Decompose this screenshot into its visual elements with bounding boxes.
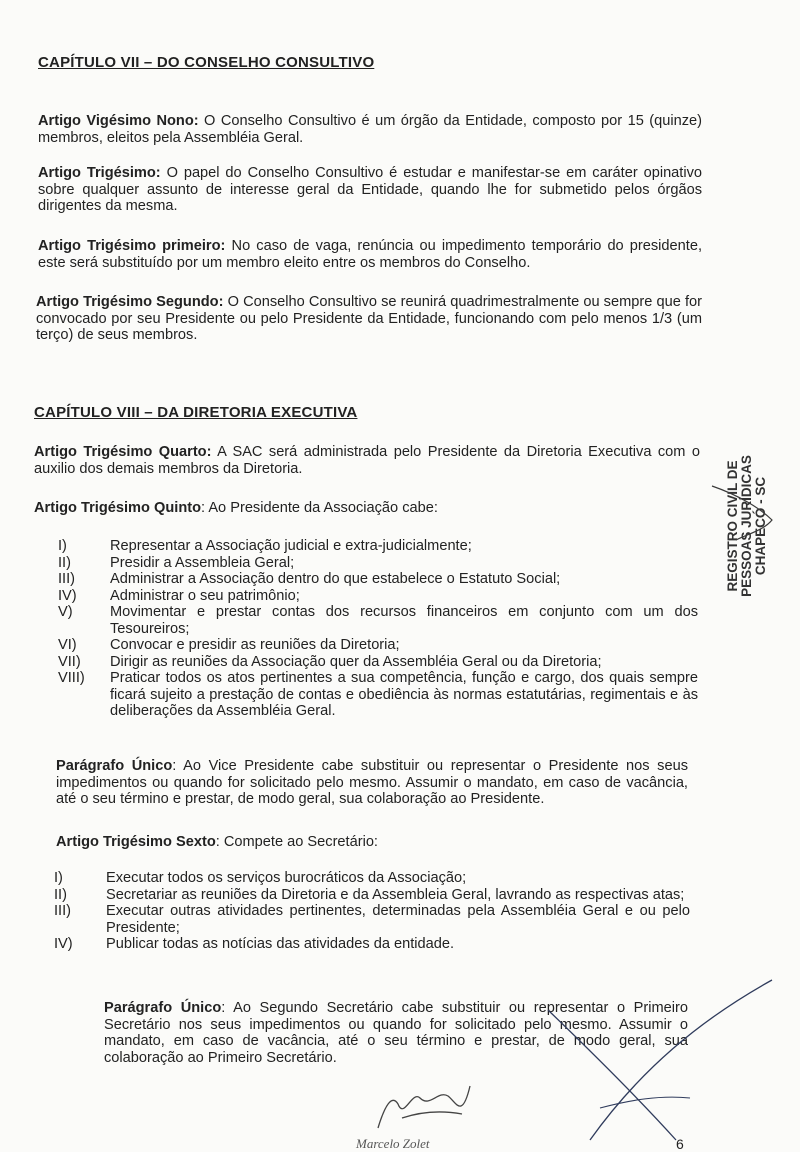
- list-item-text: Dirigir as reuniões da Associação quer da Assembléia Geral ou da Diretoria;: [110, 653, 602, 670]
- paragraph-label: Parágrafo Único: [56, 758, 173, 774]
- list-item-number: III): [54, 903, 72, 919]
- article-32-text: O Conselho Consultivo se reunirá quadrimestralmente ou sempre que for convocado por seu Presidente ou pelo Presidente da Entidade, funcionando com pelo menos 1/3 (um terço) de seus membros.: [36, 294, 702, 343]
- list-item-number: VIII): [58, 670, 85, 686]
- article-29-label: Artigo Vigésimo Nono:: [38, 113, 199, 129]
- list-item-text: Praticar todos os atos pertinentes a sua competência, função e cargo, dos quais sempre ficará sujeito a prestação de contas e obediência às normas estatutárias, regimentais e às deliberações da Assembléia Geral.: [110, 670, 698, 719]
- chapter-7-title: CAPÍTULO VII – DO CONSELHO CONSULTIVO: [38, 54, 375, 71]
- list-item-text: Presidir a Assembleia Geral;: [110, 554, 295, 571]
- stamp-scribble: [712, 486, 772, 540]
- chapter-8-title: CAPÍTULO VIII – DA DIRETORIA EXECUTIVA: [34, 404, 358, 421]
- article-34-label: Artigo Trigésimo Quarto:: [34, 444, 212, 460]
- list-item-number: VI): [58, 637, 77, 653]
- list-item-text: Secretariar as reuniões da Diretoria e da Assembleia Geral, lavrando as respectivas atas;: [106, 886, 685, 903]
- list-item-text: Publicar todas as notícias das atividades da entidade.: [106, 936, 455, 952]
- article-29-text: O Conselho Consultivo é um órgão da Entidade, composto por 15 (quinze) membros, eleitos pela Assembléia Geral.: [38, 113, 702, 146]
- article-34-text: A SAC será administrada pelo Presidente da Diretoria Executiva com o auxilio dos demais membros da Diretoria.: [34, 444, 701, 477]
- list-item-text: Executar todos os serviços burocráticos da Associação;: [106, 870, 467, 886]
- signature-cross-stroke-1: [548, 1010, 676, 1140]
- list-item-number: II): [58, 554, 71, 571]
- signature-cross-stroke-2: [590, 980, 772, 1140]
- list-item-text: Executar outras atividades pertinentes, determinadas pela Assembléia Geral e ou pelo Presidente;: [106, 903, 690, 936]
- article-30-label: Artigo Trigésimo:: [38, 165, 161, 181]
- list-item-number: IV): [58, 587, 77, 604]
- list-item-text: Administrar a Associação dentro do que estabelece o Estatuto Social;: [110, 571, 561, 587]
- list-item-number: V): [58, 604, 73, 620]
- list-item-text: Movimentar e prestar contas dos recursos financeiros em conjunto com um dos Tesoureiros;: [110, 604, 698, 637]
- article-32-label: Artigo Trigésimo Segundo:: [36, 294, 224, 310]
- paragraph-text: : Ao Segundo Secretário cabe substituir ou representar o Primeiro Secretário nos seus impedimentos ou quando for solicitado pelo mesmo. Assumir o mandato, em caso de vacância, até o seu término e prestar, de modo geral, sua colaboração ao Primeiro Secretário.: [104, 1000, 688, 1066]
- paragraph-text: : Ao Vice Presidente cabe substituir ou representar o Presidente nos seus impedimentos ou quando for solicitado pelo mesmo. Assumir o mandato, em caso de vacância, até o seu término e prestar, de modo geral, sua colaboração ao Presidente.: [56, 758, 688, 807]
- article-35-label: Artigo Trigésimo Quinto: [34, 500, 202, 516]
- list-item-number: VII): [58, 653, 81, 670]
- list-item-number: I): [54, 870, 63, 886]
- article-35-text: : Ao Presidente da Associação cabe:: [201, 500, 438, 516]
- stamp-line-1: REGISTRO CIVIL DE: [725, 460, 740, 592]
- list-item-text: Convocar e presidir as reuniões da Diretoria;: [110, 637, 400, 653]
- list-item-number: I): [58, 538, 67, 554]
- list-item-number: III): [58, 571, 76, 587]
- list-item-number: IV): [54, 936, 73, 952]
- stamp-line-2: PESSOAS JURÍDICAS: [739, 455, 754, 597]
- article-31-text: No caso de vaga, renúncia ou impedimento temporário do presidente, este será substituído por um membro eleito entre os membros do Conselho.: [38, 238, 703, 271]
- article-30-text: O papel do Conselho Consultivo é estudar e manifestar-se em caráter opinativo sobre qualquer assunto de interesse geral da Entidade, quando lhe for submetido pelos órgãos dirigentes da mesma.: [38, 165, 703, 214]
- list-item-text: Representar a Associação judicial e extra-judicialmente;: [110, 538, 472, 554]
- list-item-text: Administrar o seu patrimônio;: [110, 587, 300, 604]
- article-36-text: : Compete ao Secretário:: [215, 834, 378, 850]
- signature-name: Marcelo Zolet: [356, 1136, 430, 1151]
- article-31-label: Artigo Trigésimo primeiro:: [38, 238, 226, 254]
- signature-scribble: [378, 1086, 470, 1128]
- stamp-line-3: CHAPECÓ - SC: [753, 476, 768, 576]
- article-36-label: Artigo Trigésimo Sexto: [56, 834, 216, 850]
- paragraph-label: Parágrafo Único: [104, 1000, 222, 1016]
- list-item-number: II): [54, 886, 67, 903]
- page-number: 6: [676, 1136, 684, 1152]
